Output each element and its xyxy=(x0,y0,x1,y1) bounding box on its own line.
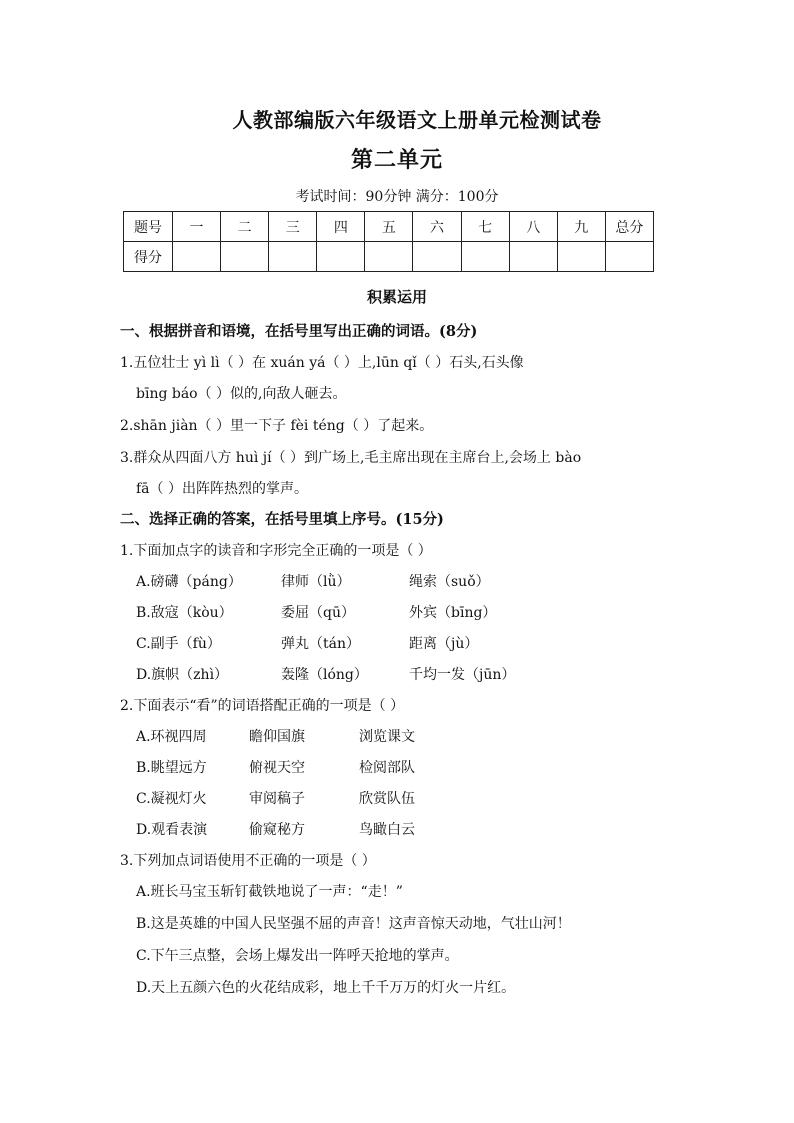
score-cell[interactable] xyxy=(557,242,605,272)
q2-sub1-option[interactable] xyxy=(136,572,490,592)
option-part: 委屈（qū） xyxy=(281,605,355,621)
q2-sub1-option[interactable] xyxy=(136,665,515,685)
score-header-cell: 九 xyxy=(557,212,605,242)
option-part: 律师（lǜ） xyxy=(281,574,351,590)
option-part: 瞻仰国旗 xyxy=(249,729,305,745)
q2-sub3-option[interactable]: D.天上五颜六色的火花结成彩，地上千千万万的灯火一片红。 xyxy=(136,980,516,996)
score-cell[interactable] xyxy=(509,242,557,272)
option-part: 距离（jù） xyxy=(409,636,479,652)
score-header-cell: 七 xyxy=(461,212,509,242)
q2-sub2-option[interactable] xyxy=(136,820,415,840)
score-cell[interactable] xyxy=(461,242,509,272)
exam-meta: 考试时间：90分钟 满分：100分 xyxy=(295,189,499,205)
score-cell[interactable] xyxy=(605,242,653,272)
q1-item: 1.五位壮士 yì lì（ ）在 xuán yá（ ）上,lūn qǐ（ ）石头,石头像 xyxy=(120,355,524,371)
score-header-cell: 四 xyxy=(317,212,365,242)
q1-heading: 一、根据拼音和语境，在括号里写出正确的词语。(8分) xyxy=(120,323,478,340)
unit-subtitle: 第二单元 xyxy=(350,147,443,173)
option-part: 审阅稿子 xyxy=(249,791,305,807)
option-part: 检阅部队 xyxy=(359,760,415,776)
option-part: A.环视四周 xyxy=(136,729,207,745)
option-part: B.眺望远方 xyxy=(136,760,207,776)
q2-sub1-option[interactable] xyxy=(136,603,496,623)
q1-item: 3.群众从四面八方 huì jí（ ）到广场上,毛主席出现在主席台上,会场上 bào xyxy=(120,450,582,466)
option-part: 轰隆（lóng） xyxy=(281,667,368,683)
section-title: 积累运用 xyxy=(366,288,427,306)
q2-sub3-stem: 3.下列加点词语使用不正确的一项是（ ） xyxy=(120,853,376,869)
q2-sub3-option[interactable]: B.这是英雄的中国人民坚强不屈的声音！这声音惊天动地，气壮山河！ xyxy=(136,916,571,932)
option-part: 弹丸（tán） xyxy=(281,636,360,652)
score-header-cell: 二 xyxy=(221,212,269,242)
option-part: 外宾（bīng） xyxy=(409,605,497,621)
score-row-label: 得分 xyxy=(124,242,173,272)
score-header-cell: 六 xyxy=(413,212,461,242)
q1-item: bīng báo（ ）似的,向敌人砸去。 xyxy=(136,386,347,402)
score-header-cell: 五 xyxy=(365,212,413,242)
option-part: 鸟瞰白云 xyxy=(359,822,415,838)
score-header-cell: 一 xyxy=(173,212,221,242)
q2-sub1-option[interactable] xyxy=(136,634,478,654)
score-table-score-row xyxy=(124,242,654,272)
score-table xyxy=(123,211,654,272)
option-part: 偷窥秘方 xyxy=(249,822,305,838)
q2-sub2-option[interactable] xyxy=(136,789,415,809)
score-header-cell: 八 xyxy=(509,212,557,242)
q2-sub3-option[interactable]: A.班长马宝玉斩钉截铁地说了一声：“走！” xyxy=(136,884,403,900)
q1-item: fā（ ）出阵阵热烈的掌声。 xyxy=(136,481,308,497)
score-cell[interactable] xyxy=(365,242,413,272)
score-cell[interactable] xyxy=(173,242,221,272)
q2-sub2-stem: 2.下面表示“看”的词语搭配正确的一项是（ ） xyxy=(120,698,405,714)
q2-sub2-option[interactable] xyxy=(136,727,415,747)
option-part: D.旗帜（zhì） xyxy=(136,667,229,683)
q2-sub1-stem: 1.下面加点字的读音和字形完全正确的一项是（ ） xyxy=(120,543,432,559)
option-part: 欣赏队伍 xyxy=(359,791,415,807)
option-part: 绳索（suǒ） xyxy=(409,574,490,590)
score-cell[interactable] xyxy=(317,242,365,272)
exam-title: 人教部编版六年级语文上册单元检测试卷 xyxy=(232,108,602,132)
option-part: 千均一发（jūn） xyxy=(409,667,516,683)
option-part: B.敌寇（kòu） xyxy=(136,605,233,621)
option-part: 浏览课文 xyxy=(359,729,415,745)
q2-sub2-option[interactable] xyxy=(136,758,415,778)
option-part: D.观看表演 xyxy=(136,822,208,838)
score-cell[interactable] xyxy=(221,242,269,272)
score-cell[interactable] xyxy=(413,242,461,272)
option-part: C.副手（fù） xyxy=(136,636,221,652)
q1-item: 2.shān jiàn（ ）里一下子 fèi téng（ ）了起来。 xyxy=(120,418,434,434)
score-header-cell: 题号 xyxy=(124,212,173,242)
option-part: 俯视天空 xyxy=(249,760,305,776)
score-cell[interactable] xyxy=(269,242,317,272)
option-part: C.凝视灯火 xyxy=(136,791,207,807)
q2-sub3-option[interactable]: C.下午三点整，会场上爆发出一阵呼天抢地的掌声。 xyxy=(136,948,459,964)
option-part: A.磅礴（páng） xyxy=(136,574,242,590)
score-table-header-row xyxy=(124,212,654,242)
q2-heading: 二、选择正确的答案，在括号里填上序号。(15分) xyxy=(120,511,444,528)
score-header-cell: 总分 xyxy=(605,212,653,242)
score-header-cell: 三 xyxy=(269,212,317,242)
